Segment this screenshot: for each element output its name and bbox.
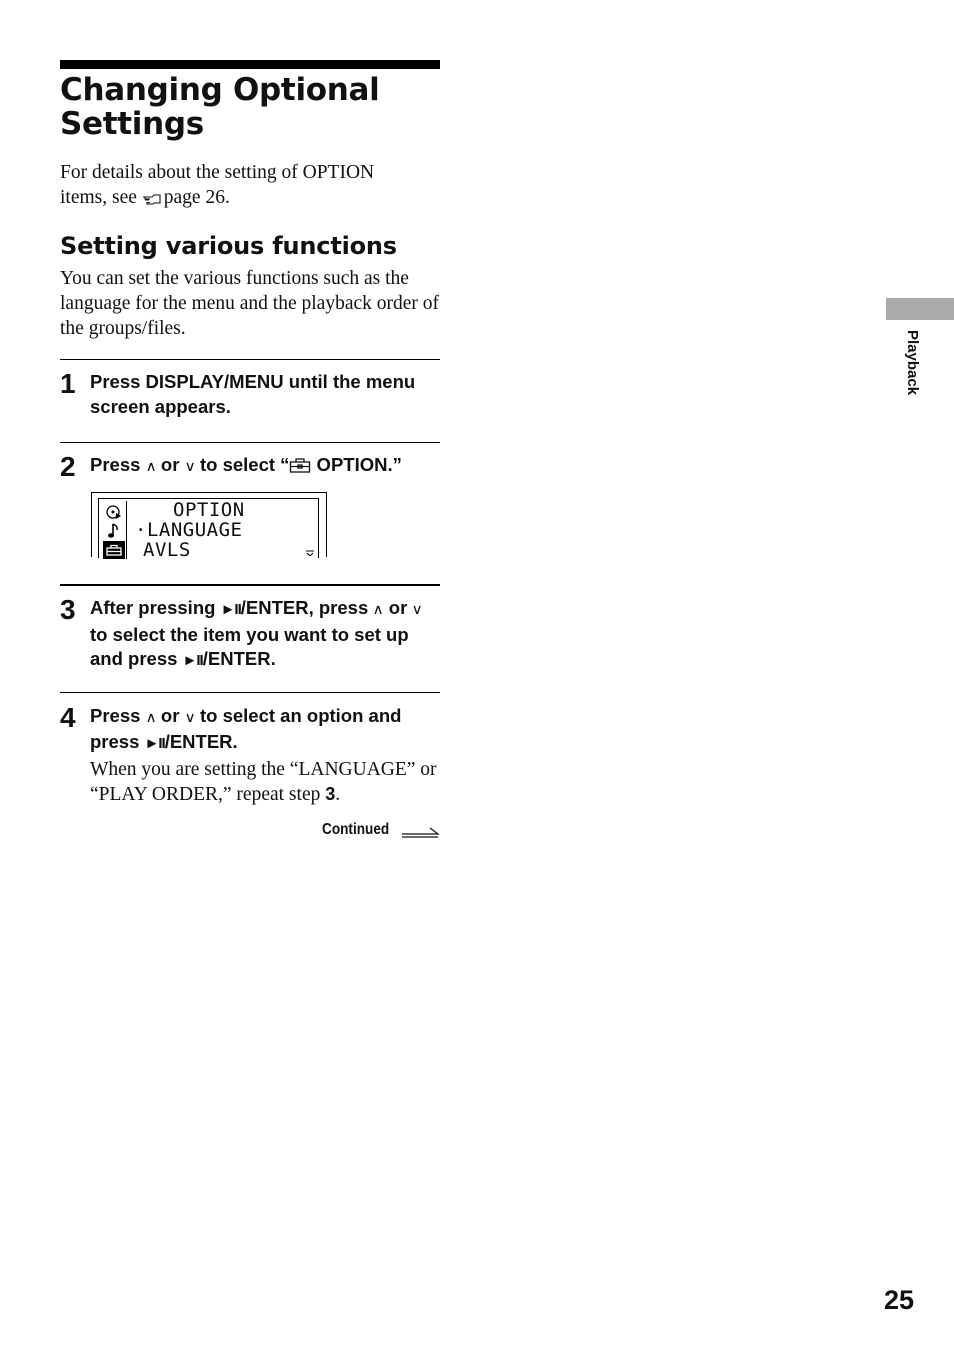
play-pause-icon: ►II (220, 601, 241, 618)
section-description: You can set the various functions such as the language for the menu and the playback order of the groups/files. (60, 268, 440, 339)
step-text: After pressing ►II/ENTER, press ∧ or ∨ to select the item you want to set up and press ►II/ENTER. (90, 597, 424, 669)
step-note: When you are setting the “LANGUAGE” or “PLAY ORDER,” repeat step 3. (90, 759, 437, 805)
option-toolbox-icon (103, 541, 125, 559)
intro-line-2: items, see (60, 187, 142, 208)
continued-label: Continued (322, 821, 390, 838)
play-pause-icon: ►II (144, 734, 165, 752)
up-arrow-icon: ∧ (145, 458, 157, 474)
step-reference: 3 (325, 784, 336, 804)
lcd-display (91, 492, 327, 561)
step-divider (60, 442, 440, 443)
down-arrow-icon: ∨ (184, 709, 196, 725)
lcd-icon-column (102, 501, 127, 559)
play-pause-icon: ►II (182, 652, 203, 669)
disc-play-icon (103, 503, 125, 521)
option-toolbox-icon (289, 457, 311, 473)
intro-text (60, 160, 440, 213)
up-arrow-icon: ∧ (372, 601, 385, 617)
step-text: Press ∧ or ∨ to select an option and press ►II/ENTER. (90, 705, 402, 752)
step-number: 2 (60, 451, 76, 482)
music-note-icon (103, 522, 125, 540)
step-number: 4 (60, 702, 76, 733)
section-tab-marker (886, 298, 954, 320)
page-title: Changing Optional Settings (60, 72, 380, 142)
lcd-line-title: OPTION (173, 499, 245, 521)
title-rule (60, 60, 440, 69)
down-arrow-icon: ∨ (411, 601, 424, 617)
continued-arrow-icon (402, 826, 440, 838)
scroll-more-icon (306, 550, 314, 556)
down-arrow-icon: ∨ (184, 458, 196, 474)
intro-line-1: For details about the setting of OPTION (60, 162, 375, 183)
step-divider (60, 584, 440, 586)
lcd-line-item: ·LANGUAGE (135, 519, 243, 541)
step-number: 1 (60, 368, 76, 399)
up-arrow-icon: ∧ (145, 709, 157, 725)
step-number: 3 (60, 594, 76, 625)
page-reference-icon (142, 188, 163, 213)
section-tab-label: Playback (904, 330, 921, 396)
page-number: 25 (884, 1285, 915, 1315)
lcd-line-item: AVLS (143, 539, 191, 561)
step-text: Press ∧ or ∨ to select “ OPTION.” (90, 453, 440, 479)
step-divider (60, 692, 440, 693)
lcd-screen (98, 498, 319, 561)
step-divider (60, 359, 440, 360)
section-heading: Setting various functions (60, 232, 397, 260)
page-reference-link[interactable]: page 26. (163, 187, 230, 208)
step-text: Press DISPLAY/MENU until the menu screen appears. (90, 371, 416, 417)
